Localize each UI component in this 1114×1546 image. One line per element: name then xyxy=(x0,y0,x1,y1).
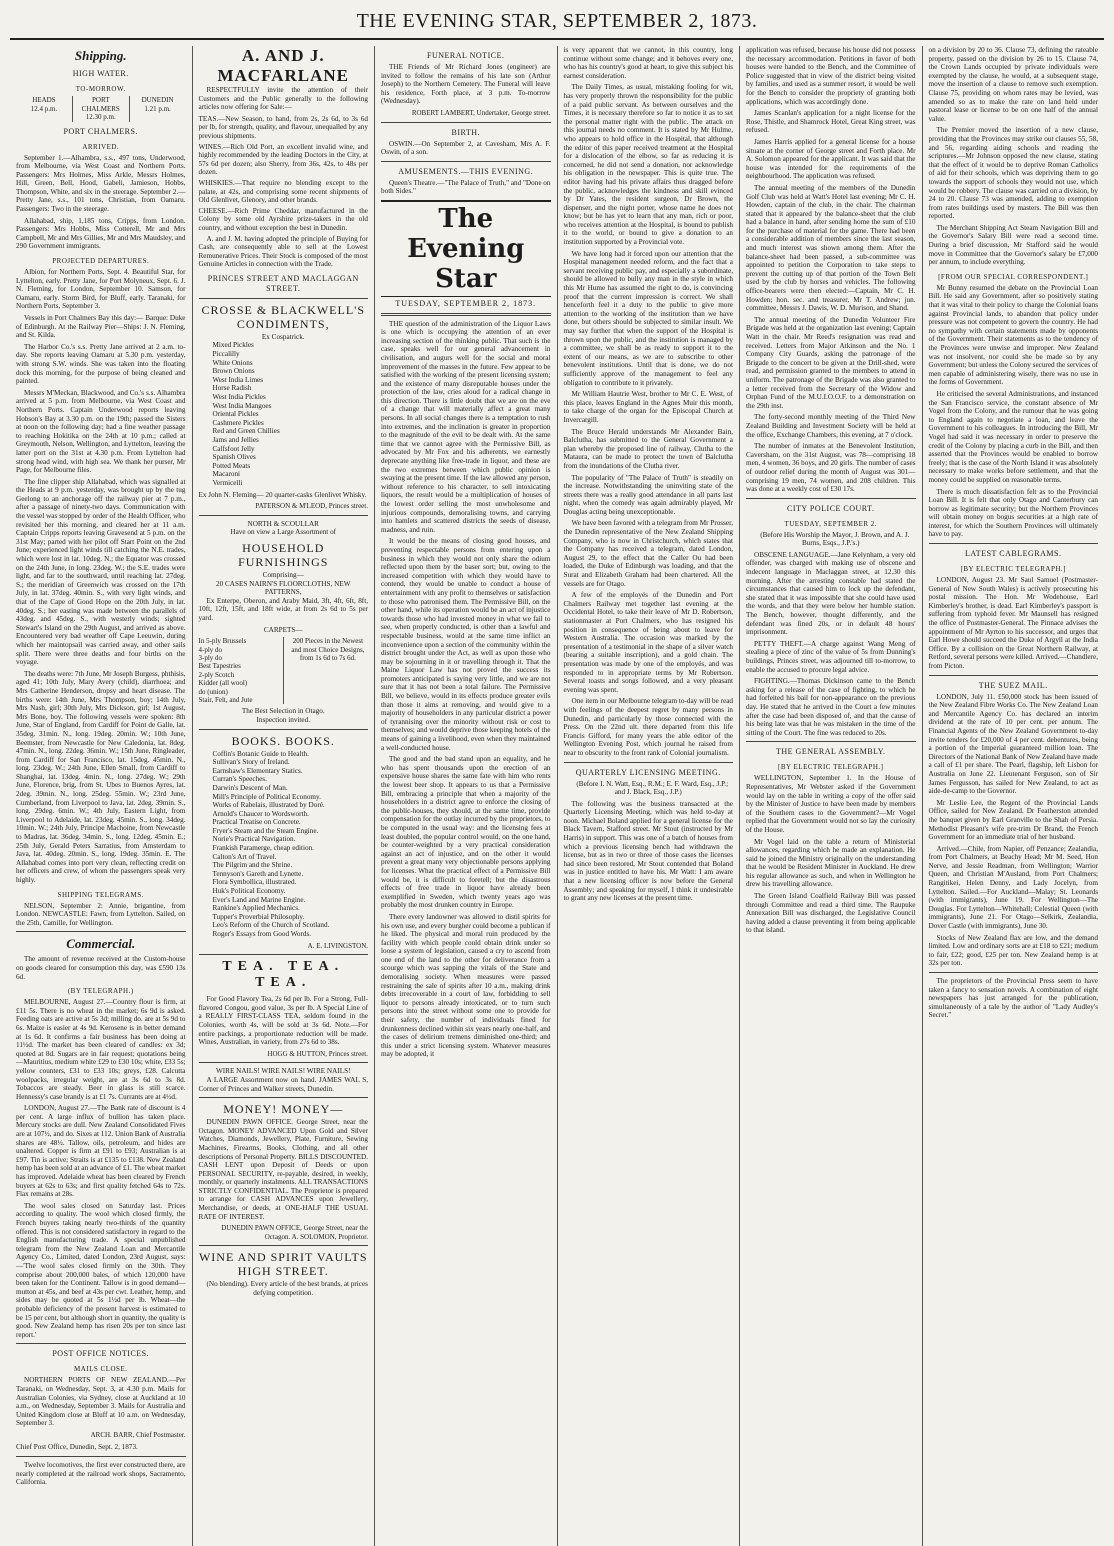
editorial-paragraph-4: There every landowner was allowed to distil spirits for his own use, and every burgher could become a publican if he liked. The physical and moral ruin produced by the facility with which people could obtain drink under so loose a system of legislation, caused a cry to ascend from one end of the land to the other for deliverance from a scourge which was sapping the vitals of the State and demoralising society. When measures were passed restraining the sale of spirits after 10 a.m., making drink debts irrecoverable in a court of law, forbidding to sell liquor to persons already intoxicated, or to turn such persons into the street without some one to provide for their safety, the number of individuals fined for drunkenness declined within six years nearly one-half, and the cases of delirium tremens diminished one-third; and this under a strict licensing system. Whatever measures may be adopted, it xyxy=(381,912,551,1059)
divider xyxy=(199,1062,369,1063)
london-text: LONDON, August 27.—The Bank rate of discount is 4 per cent. A large influx of bullion has taken place. Mercury stocks are dull. New Zealand Consolidated Fives are at 107½, and do. Sixes at 112. Union Bank of Australia shares are 48½. Tallow, oils, petroleum, and hides are unaltered. Copper is firm at £91 to £93; Australian is at £97. Tin is active; Straits is at £135 to £138. New Zealand hemp has been sold at an advance of £1. The wheat market has improved. Adelaide wheat has been cleared by French buyers at 62s to 63s; and first quality fetched 64s to 72s. Flax remains at 28s. xyxy=(16,1104,186,1199)
carpet-note: 200 Pieces in the Newest and most Choice Designs, from 1s 6d to 7s 6d. xyxy=(283,637,368,704)
news-paragraph-1: is very apparent that we cannot, in this country, long continue without some change; and it behoves every one, who has his country's good at heart, to give this subject his earnest consideration. xyxy=(563,46,733,80)
nairn-heading: 20 CASES NAIRN'S FLOORCLOTHS, NEW PATTERNS, xyxy=(216,579,351,597)
carpet-item: 2-ply Scotch xyxy=(198,670,235,679)
condiment-item: Calfsfoot Jelly xyxy=(212,444,255,453)
column-1 xyxy=(10,46,193,1546)
macfarlane-close: A. and J. M. having adopted the principle of Buying for Cash, are consequently able to sell at the Lowest Remunerative Prices. Their Stock is composed of the most Genuine Articles in connection with the Trade. xyxy=(198,234,368,269)
licensing-cont-2: James Scanlan's application for a night license for the Rose, Thistle, and Shamrock Hotel, Great King street, was refused. xyxy=(746,109,916,135)
high-water-heading: HIGH WATER. xyxy=(72,69,129,78)
assembly-paragraph-3: The Green Island Coalfield Railway Bill was passed through Committee and read a third time. The Raupuke Annexation Bill was discharged, the Legislative Council having added a clause preventing it from being applicable to that island. xyxy=(746,892,916,935)
editorial-paragraph-2: It would be the means of closing good houses, and preventing respectable persons from entering upon a business in which they would not only share the odium reflected upon them by the baser sort; but, owing to the increased competition with which they would have to contend, they would be unable to conduct a house of entertainment with any profit to themselves or satisfaction to those who patronised them. The Permissive Bill, on the other hand, while its operation would be an act of injustice towards those who had invested money in what we fail to see, when properly conducted, is other than a lawful and respectable business, would at the same time inflict an inconvenience upon a section of the community within the district brought under the Act, as well as upon those who may be sojourning in it or travelling through it. That the Maine Liquor Law has not proved the success its promoters anticipated is saying very little, and we are not sure that it has not been a total failure. The Permissive Bill, we believe, would in its effects produce greater evils than those it aims at removing, and would give to a majority of householders in any particular district a power of tyrannising over the minority without risk or cost to themselves; and would deprive those keeping hotels of the means of gaining a livelihood, even when they maintained a well-conducted house. xyxy=(381,537,551,752)
news-paragraph-7: We have been favored with a telegram from Mr Prosser, the Dunedin representative of the New Zealand Shipping Company, who is now in Christchurch, which states that the Company has received a telegram, dated London, August 29, to the effect that the Caller Ou had been loaded, the Duke of Edinburgh was loading, and that the Surat and Elizabeth Graham had been chartered. All the vessels are for Otago. xyxy=(563,519,733,588)
divider xyxy=(199,515,369,516)
macfarlane-heading: A. AND J. MACFARLANE xyxy=(217,46,349,85)
obscene-language-text: OBSCENE LANGUAGE.—Jane Kelynham, a very old offender, was charged with making use of obscene and indecent language in Maclaggan street, at 12.30 this morning. After the arresting constable had stated the circumstances that caused him to lock up the defendant, she stated that it was impossible that she could have used the words, and that they were below her humble station. The Bench, however, thought differently, and the defendant was fined 20s, or in default 48 hours' imprisonment. xyxy=(746,550,916,637)
crosse-blackwell-heading: CROSSE & BLACKWELL'S CONDIMENTS, xyxy=(201,302,365,331)
tide-port-chalmers xyxy=(72,96,129,122)
tide-time: 1.21 p.m. xyxy=(144,104,171,113)
news-paragraph-2: The Daily Times, as usual, mistaking fooling for wit, has very properly thrown the responsibility for the public of a paid public servant. As between ourselves and the Times, it is necessary therefore so far to notice it as to set the personal matter right with the public. The attack on this journal needs no comment. It is stated by Mr Hulme, who appears to hold office in the Hospital, that although the editor of this paper received treatment at the Hospital for a dislocation of the elbow, so far as reducing it is concerned, he did not send a donation, nor acknowledge his obligation in the newspaper. This is quite true. The editor having had his private affairs thus dragged before the public, acknowledges the kindness and skill evinced by Dr Yates, the resident surgeon, Dr Brown, the dispenser, and the night porter, whose name he does not know; but he has yet to learn that any man, rich or poor, who receives attention at the Hospital, is bound to publish it to the world, or bound to give a donation to an institution supported by a Provincial vote. xyxy=(563,83,733,247)
assembly-paragraph-2: Mr Vogel laid on the table a return of Ministerial allowances, regarding which he made an explanation. He said he joined the Ministry originally on the understanding that he would be Resident Minister in Auckland. He drew his regular allowance as such, and when in Wellington he drew his travelling allowance. xyxy=(746,837,916,889)
loan-debate-3: There is much dissatisfaction felt as to the Provincial Loan Bill. It is felt that only Otago and Canterbury can borrow as legitimate security; but the Northern Provinces will obtain money on bogus securities at a high rate of interest, for which the Southern Provinces will ultimately have to pay. xyxy=(928,487,1098,539)
shipping-telegrams-heading: SHIPPING TELEGRAMS. xyxy=(57,890,144,899)
locomotives-text: Twelve locomotives, the first ever constructed there, are nearly completed at the railroad work shops, Sacramento, California. xyxy=(16,1461,186,1487)
loan-debate-2: He criticised the several Administrations, and instanced the San Francisco service, the constant absence of Mr Vogel from the Colony, and the rumour that he was going to England again to negotiate a loan, and leave the Government to his colleagues. In introducing the Bill, Mr Vogel had said it was necessary in order to preserve the credit of the Colony by placing a curb in the Bill, and then asserted that the Provinces would be enabled to borrow freely; that is the case of the North Island it was absolutely necessary to make works before settlement, and that the money could be supplied on reasonable terms. xyxy=(928,389,1098,484)
news-paragraph-3: We have long had it forced upon our attention that the Hospital management needed reform, and the fact that a servant receiving public pay, and especially a subordinate, should be allowed to bully any man in the style in which this Mr Hume has assumed the right to do, is convincing proof that the current impression is correct. We shall henceforth feel it a duty to the public to give more attention to the working of the institution than we have done, but others should be subjected to similar insult. We may say further that when the support of the Hospital is thrown upon the public, and the institution is managed by a committee, we shall be as ready to support it to the extent of our means, as we are to subscribe to other benevolent institutions. Until that is done, we do not sufficiently approve of the management to feel any obligation to contribute to it privately. xyxy=(563,249,733,387)
divider xyxy=(199,954,369,955)
book-item: Roger's Essays from Good Words. xyxy=(212,930,312,938)
book-item: Tennyson's Gareth and Lynette. xyxy=(212,869,304,878)
book-item: Fryer's Steam and the Steam Engine. xyxy=(212,826,319,835)
comprising-label: Comprising— xyxy=(262,570,304,579)
divider xyxy=(381,161,551,162)
customs-text: The amount of revenue received at the Custom-house on goods cleared for consumption this day, was £590 13s 6d. xyxy=(16,955,186,981)
licensing-text: The following was the business transacted at the Quarterly Licensing Meeting, which was held to-day at noon. Michael Boland applied for a general license for the Black Tavern, Stafford street. Mr Stout (instructed by Mr Harris) in support. This was one of a batch of houses from which a previous licensing bench had withdrawn the license, but as in two or three of those cases the licenses had since been restored, Mr Stout contended that Boland was in justice entitled to have his. Mr Watt: I am aware that a new licensing officer is now before the General Assembly; and speaking for myself, I think it undesirable to grant any new licenses at the present time. xyxy=(563,799,733,903)
book-item: Mill's Principle of Political Economy. xyxy=(212,792,321,801)
north-scoullar-sub: Have on view a Large Assortment of xyxy=(230,528,337,537)
book-item: Norie's Practical Navigation. xyxy=(212,835,296,844)
crosse-blackwell-sub: Ex Cospatrick. xyxy=(261,332,305,341)
editorial-dateline: TUESDAY, SEPTEMBER 2, 1873. xyxy=(395,298,537,308)
alhambra-text: Messrs M'Meckan, Blackwood, and Co.'s s.s. Alhambra arrived at 5 p.m. from Melbourne, via West Coast and Northern Ports. Captain Underwood reports leaving Hobson's Bay at 3.30 p.m. on the 19th; passed the Sisters at noon on the following day; had a fine weather passage to reaching Hokitika on the 24th at 10 p.m.; called at Greymouth, Nelson, Wellington, and Lyttelton, leaving the latter port on the 31st at 4.30 p.m. From Lyttelton had strong head wind, with high sea. We thank her purser, Mr Page, for Melbourne files. xyxy=(16,388,186,475)
divider xyxy=(16,931,186,932)
building-society-text: The forty-second monthly meeting of the Third New Zealand Building and Investment Society will be held at the office, Exchange Chambers, this evening, at 7 o'clock. xyxy=(746,413,916,439)
money-heading: MONEY! MONEY— xyxy=(223,1102,344,1117)
suez-mail-3: Arrived.—Chile, from Napier, off Penzance; Zealandia, from Port Chalmers, at Beachy Head; Mr M. Seed, Hon Nerve, and Jessie Readman, from Wellington; Warrior Queen, and Christian M'Ausland, from Port Chalmers; Rangitikei, Helen Denny, and Lady Jocelyn, from Lyttelton. Sailed.—For Auckland—Malay; St. Leonards (with immigrants), June 19. For Wellington—The Douglas. For Lyttelton—Whitehall; Celestial Queen (with immigrants), June 21. For Otago—Selkirk, Zealandia, Dover Castle (with immigrants), June 30. xyxy=(928,844,1098,931)
ad-item-whiskies: WHISKIES.—That require no blending except to the palate, at 42s, and comprising some recent shipments of Old Glenlivet, Glenory, and other brands. xyxy=(198,178,368,205)
book-item: Frankish Paramerge, cheap edition. xyxy=(212,844,314,853)
book-item: Rankine's Applied Mechanics. xyxy=(212,904,300,913)
cablegrams-heading: LATEST CABLEGRAMS. xyxy=(965,549,1062,559)
petty-theft-text: PETTY THEFT.—A charge against Wang Meng of stealing a piece of zinc of the value of 5s from Dunning's buildings, Princes street, was adjourned till to-morrow, to enable the accused to procure legal advice. xyxy=(746,639,916,674)
birth-text: OSWIN.—On September 2, at Cavesham, Mrs A. F. Oswin, of a son. xyxy=(381,139,551,157)
news-paragraph-9: One item in our Melbourne telegram to-day will be read with feelings of the deepest regret by many persons in Dunedin, and particularly by those connected with the Press. On the 22nd ult. there departed from this life Francis Gifford, for many years the able editor of the Wellington Evening Post, which journal he raised from near to obscurity to the front rank of Colonial journalism. xyxy=(563,697,733,757)
by-telegraph: (BY TELEGRAPH.) xyxy=(67,987,134,996)
editorial-paragraph-1: THE question of the administration of the Liquor Laws is one which is occupying the attention of an ever increasing section of the thinking public. That such is the case, speaks well for our general advancement in civilisation, and augurs well for the social and moral improvement of the masses in the future. Few appear to be satisfied with the working of the present licensing system; and the existence of many disreputable houses under the protection of the law, cries aloud for a radical change in this direction. There is little doubt that we are on the eve of a change that will materially affect a great many persons. In all social changes there is a temptation to rush into extremes, and the inclination is greater in proportion to the magnitude of the evil to be dealt with. At the same time that we cannot agree with the Permissive Bill, as advocated by Mr Fox and his adherents, we earnestly deprecate anything like free-trade in liquor, and these are the two extremes between which public opinion is swaying at the present time. If the law allowed any person, without reference to his character, to sell intoxicating liquors, the result would be a multiplication of houses of the lowest order selling the most unwholesome and injurious compounds, demoralising towns, and carrying into hamlets and scattered districts the seeds of disease, madness, and ruin. xyxy=(381,319,551,534)
funeral-text: THE Friends of Mr Richard Jones (engineer) are invited to follow the remains of his late son (Arthur Joseph) to the Northern Cemetery. The Funeral will leave his residence, Forth place, at 3 p.m. To-morrow (Wednesday). xyxy=(381,63,551,106)
ad-item-cheese: CHEESE.—Rich Prime Cheddar, manufactured in the Colony by some old Ayrshire prize-takers in the old country, and without exception the best in Dunedin. xyxy=(198,206,368,232)
arrived-text: September 1.—Alhambra, s.s., 497 tons, Underwood, from Melbourne, via West Coast and Northern Ports. Passengers: Mrs Holmes, Miss Arkle, Messrs Holmes, Hill, Green, Bell, Hood, Gabeli, Jamieson, Hobbs, Thompson, White, and six in the steerage. September 2.—Pretty Jane, s.s., 101 tons, Christian, from Oamaru. Passengers: Two in the steerage. xyxy=(16,153,186,214)
shipping-title: Shipping. xyxy=(74,48,127,63)
column-3 xyxy=(375,46,558,1546)
condiment-item: West India Mangoes xyxy=(212,401,272,410)
wine-vaults-text: (No blending). Every article of the best brands, at prices defying competition. xyxy=(206,1280,368,1298)
divider xyxy=(746,498,916,499)
column-5 xyxy=(740,46,923,1546)
arrived-heading: ARRIVED. xyxy=(82,142,120,151)
assembly-sub: [BY ELECTRIC TELEGRAPH.] xyxy=(777,763,884,772)
columns xyxy=(10,46,1104,1546)
licensing-bench: (Before I. N. Watt, Esq., R.M.; E. F. Ward, Esq., J.P.; and J. Black, Esq., J.P.) xyxy=(576,779,729,797)
deaths-text: The deaths were: 7th June, Mr Joseph Burgess, phthisis, aged 41; 10th July, Mary Avery (child), diarrhoea; and Mrs Catherine Henderson, dropsy and heart disease. The births were: 14th June, Mrs Thompson, boy; 14th July, Mrs Nash, girl; 30th July, Mrs Dickson, girl; 1st August, Mrs Bone, boy. The following vessels were spoken: 8th June, Star of England, from Cardiff for Point de Galle, lat. 35deg. 31min. N., long. 19deg. 20min. W.; 10th June, Beemster, from Newcastle for New Caledonia, lat. 8deg. 47min. N., long. 22deg. 36min. W.; 15th June, Ringleader, from Cardiff for San Francisco, lat. 15deg. 45min. N., long. 23deg. W.; 24th June, Ellen Small, from Cardiff to Shanghai, lat. 13deg. 4min. N., long. 27deg. W.; 29th June, Florence, brig, from St. Ubes to Buenos Ayres, lat. 2deg. 39min. N., long. 25deg. 55min. W.; 23rd June, Cumberland, from Liverpool to Java, lat. 2deg. 39min. S., long. 29deg. 6min. W.; 4th July, Eastern Light, from Liverpool to Adelaide, lat. 23deg. 45min. S., long. 34deg. 10min. W.; 24th July, Principe Machoine, from Newcastle to Madras, lat. 36deg. 34min. S., long. 12deg. 45min. E.; 25th July, Gerald Peters Sarratius, from Amsterdam to Java, lat. 40deg. 20min. S., long. 19deg. 35min. E. The Allahabad comes into port very clean, reflecting credit on her officers and crew, of whom the passengers speak very highly. xyxy=(16,669,186,884)
licensing-cont-3: James Harris applied for a general license for a house situate at the corner of George street and Forth place. Mr A. Solomon appeared for the applicant. It was said that the house was intended for the requirements of the neighbourhood. The application was refused. xyxy=(746,137,916,181)
ad-item-teas: TEAS.—New Season, to hand, from 2s, 2s 6d, to 3s 6d per lb, for strength, quality, and flavour, unequalled by any previous shipments. xyxy=(198,114,368,140)
carpets-table xyxy=(199,637,369,704)
livingston-signature: A. E. LIVINGSTON. xyxy=(307,941,368,950)
divider xyxy=(16,1343,186,1344)
condiment-item: Vermicelli xyxy=(212,478,243,487)
carpet-item: 3-ply do xyxy=(198,653,223,662)
arrived-text-2: Allahabad, ship, 1,185 tons, Cripps, from London. Passengers: Mrs Hobbs, Miss Cotterell, Mr and Mrs Campbell, Mr and Mrs Gillies, Mr and Mrs Maudsley, and 290 Government immigrants. xyxy=(16,216,186,251)
carpet-item: 4-ply do xyxy=(198,645,223,654)
commercial-title: Commercial. xyxy=(66,936,136,952)
vessels-text: Vessels in Port Chalmers Bay this day:— Barque: Duke of Edinburgh. At the Railway Pier—Ships: J. N. Fleming, and St. Kilda. xyxy=(16,314,186,340)
funeral-heading: FUNERAL NOTICE. xyxy=(427,51,505,60)
assembly-cont-1: on a division by 20 to 36. Clause 73, defining the rateable property, passed on the division by 26 to 15. Clause 74, the Crown Lands occupied by private individuals were exempted by the clause, he would, at a subsequent stage, move the insertion of a clause to remove such exemption. Clause 75, providing on whom rates may be levied, was amended so as to make the rate on land held under pastoral lease or license to be on one half of the annual value. xyxy=(928,46,1098,123)
tide-time: 12.4 p.m. xyxy=(30,104,58,113)
condiment-item: Brown Onions xyxy=(212,367,255,376)
news-paragraph-6: The popularity of "The Palace of Truth" is steadily on the increase. Notwithstanding the uninviting state of the streets there was a really good attendance in all parts last night, when the comedy was again admirably played, Mr Douglas acting being unexceptionable. xyxy=(563,473,733,516)
condiment-item: White Onions xyxy=(212,358,253,367)
correspondent-heading: [FROM OUR SPECIAL CORRESPONDENT.] xyxy=(938,272,1089,281)
book-item: Flora Symbollica, illustrated. xyxy=(212,878,297,887)
condiment-item: Cashmere Pickles xyxy=(212,418,264,427)
tide-time: 12.30 p.m. xyxy=(85,113,116,121)
postmaster-signature: ARCH. BARR, Chief Postmaster. xyxy=(90,1430,186,1439)
book-item: Curran's Speeches. xyxy=(212,775,267,784)
condiment-item: Oriental Pickles xyxy=(212,410,259,419)
condiment-item: Jams and Jellies xyxy=(212,436,259,444)
paterson-signature: PATERSON & M'LEOD, Princes street. xyxy=(255,502,368,511)
north-scoullar-heading: NORTH & SCOULLAR xyxy=(247,519,319,528)
mails-close-heading: MAILS CLOSE. xyxy=(74,1365,128,1374)
suez-mail-4: Stocks of New Zealand flax are low, and the demand limited. Low and ordinary sorts are at £18 to £21; medium to fair, £22; good, £25 per ton. New Zealand hemp is at 32s per ton. xyxy=(928,933,1098,968)
books-heading: BOOKS. BOOKS. xyxy=(231,733,335,748)
condiment-item: Mixed Pickles xyxy=(212,341,254,350)
projected-heading: PROJECTED DEPARTURES. xyxy=(52,257,150,266)
column-6 xyxy=(923,46,1105,1546)
post-footer: Chief Post Office, Dunedin, Sept. 2, 1873. xyxy=(16,1443,138,1452)
condiment-item: Spanish Olives xyxy=(212,453,256,462)
tide-place: HEADS xyxy=(32,96,56,104)
police-court-bench: (Before His Worship the Mayor, J. Brown, and A. J. Burns, Esqs., J.P.'s.) xyxy=(760,530,910,548)
condiment-item: Red and Green Chillies xyxy=(212,427,280,436)
cablegram-1: LONDON, August 23. Mr Saul Samuel (Postmaster-General of New South Wales) is actively prosecuting his postal mission. The Hon. Mr Wodehouse, Earl Kimberley's brother, is dead. Earl Kimberley's passport is suffering from typhoid fever. Mr Maunsell has resigned the office of Postmaster-General. The Pinnace advises the appointment of Mr Ayrton to his successor, and urges that Earl Howe should succeed the Duke of Argyll at the India Office. By a collision on the Great Northern Railway, at Retford, several persons were killed. Arrived.—Chandlere, from Picton. xyxy=(928,576,1098,670)
book-item: Leo's Reform of the Church of Scotland. xyxy=(212,921,330,930)
news-paragraph-5: The Bruce Herald understands Mr Alexander Bain, Balclutha, has submitted to the General Government a plan whereby the proposed line of railway, Clutha to the Mataura, can be made to protect the town of Balclutha from the inundations of the Clutha river. xyxy=(563,427,733,470)
news-paragraph-8: A few of the employés of the Dunedin and Port Chalmers Railway met together last evening at the Occidental Hotel, to take their leave of Mr D. Robertson, stationmaster at Port Chalmers, who has resigned his position in consequence of being about to leave for Western Australia. The occasion was marked by the presentation of a testimonial in the shape of a silver watch (bearing a suitable inscription), and a gold chain. The presentation was made by one of the employés, and was responded to in appropriate terms by Mr Robertson. Several toasts and songs followed, and a very pleasant evening was spent. xyxy=(563,591,733,694)
wire-nails-heading: WIRE NAILS! WIRE NAILS! WIRE NAILS! xyxy=(216,1067,351,1076)
book-item: Sullivan's Story of Ireland. xyxy=(212,758,290,767)
sensation-novels-text: The proprietors of the Provincial Press seem to have taken a fancy to sensation novels. A combination of eight newspapers has just arranged for the publication, simultaneously of a tale by the author of "Lady Audley's Secret." xyxy=(928,977,1098,1020)
condiment-item: Piccalilly xyxy=(212,350,240,359)
masthead: THE EVENING STAR, SEPTEMBER 2, 1873. xyxy=(10,8,1104,40)
tide-table xyxy=(16,96,186,122)
pawn-signature: DUNEDIN PAWN OFFICE, George Street, near the Octagon. A. SOLOMON, Proprietor. xyxy=(221,1224,368,1241)
divider xyxy=(381,122,551,123)
book-item: Darwin's Descent of Man. xyxy=(212,783,288,792)
cablegrams-sub: [BY ELECTRIC TELEGRAPH.] xyxy=(960,565,1067,574)
wool-text: The wool sales closed on Saturday last. Prices according to quality. The wool which closed firmly, the French buyers taking nearly two-thirds of the quantity offered. This is not considered satisfactory in regard to the English manufacturing trade. A special unpublished telegram from the New Zealand Loan and Mercantile Agency Co., Limited, dated London, 23rd August, says:—'The wool sales closed firmly on the 30th. They comprise about 200,000 bales, of which 120,000 have been taken for the Continent. Tallow is in good demand—mutton at 45s, and beef at 43s per cwt. Leather, hemp, and sides may be quoted at 5s 1½d per lb. Wheat—the probable deficiency of the present harvest is estimated to be 15 per cent, but although short in quantity, the quality is good. New Zealand hemp has risen 20s per ton since last report.' xyxy=(16,1201,186,1339)
police-court-heading: CITY POLICE COURT. xyxy=(787,503,875,513)
melbourne-text: MELBOURNE, August 27.—Country flour is firm, at £11 5s. There is no wheat in the market; 6s 9d is asked. Feeding oats are active at 5s 3d; milling do. are at 5s 9d to 6s. Maize is easier at 4s 9d. Kerosene is in better demand at 1s 6d. It confirms a fair business has been doing at 11½d. The market has been cleared of candles: ex 3d; quoted at 8d. Sugars are in fair request; quotations being—Mauritius, medium white £29 to £30 10s; white, £33 5s; yellow counters, £31 to £33 10s; greys, £28. Calcutta woolpacks, irregular weight, are at 3s 6d to 3s 8d. Tobaccos are steady. Beer in glass is still scarce. Hennessy's case brandy is at £1 7s. Currants are at 4½d. xyxy=(16,998,186,1101)
carpets-heading: CARPETS— xyxy=(263,625,303,634)
condiment-item: Macaroni xyxy=(212,470,241,479)
tide-dunedin xyxy=(129,96,186,122)
fire-brigade-text: The annual meeting of the Dunedin Volunteer Fire Brigade was held at the organization last evening; Captain Watt in the chair. Mr Reed's resignation was read and received. Letters from Major Atkinson and the No. 1 Company City Guards, asking the patronage of the Brigade to the concert to be given at the Drill-shed, were read, and permission granted to the members to attend in uniform. The patronage of the Brigade was also granted to a letter received from the Secretary of the Widow and Orphan Fund of the M.U.I.O.O.F. to a demonstration on the 29th inst. xyxy=(746,315,916,410)
condiment-item: Horse Radish xyxy=(212,384,252,393)
tomorrow-label: TO-MORROW. xyxy=(75,85,126,93)
wire-nails-text: A LARGE Assortment now on hand. JAMES WAL S, Corner of Princes and Walker streets, Dunedin. xyxy=(198,1075,368,1093)
book-item: Tupper's Proverbial Philosophy. xyxy=(212,912,305,921)
carpet-item: Stair, Felt, and Jute xyxy=(198,695,253,704)
book-item: The Pilgrim and the Shrine. xyxy=(212,861,293,870)
divider xyxy=(381,313,551,316)
amusements-text: Queen's Theatre.—"The Palace of Truth," and "Done on both Sides." xyxy=(381,178,551,196)
assembly-cont-2: The Premier moved the insertion of a new clause, providing that the Provinces may strike out clauses 55, 58, and 56, regarding aiding schools and reading the scriptures.—Mr Johnson opposed the new clause, stating that the effect of it would be to deprive Roman Catholics of aid for their schools, which was depriving them to go towards the support of schools they would not use, which would be robbery. The clause was carried on a division, by 24 to 20. Clause 73 was amended, adding to exemption from rates buildings used by masters. The Bill was then reported. xyxy=(928,126,1098,221)
book-item: Huk's Political Economy. xyxy=(212,887,286,896)
wine-vaults-heading: WINE AND SPIRIT VAULTS HIGH STREET. xyxy=(198,1250,368,1279)
golf-club-text: The annual meeting of the members of the Dunedin Golf Club was held at Watt's Hotel last evening; Mr C. H. Howden, captain of the club, in the chair. The chairman stated that it appeared by the balance-sheet that the club had a balance in hand, after sending home the sum of £10 for the purchase of material for the game. There had been a considerable addition of members since the last season, and much interest was shown among them. After the balance-sheet had been passed, a sub-committee was appointed to petition the Corporation to take steps to prevent the cutting up of that portion of the Town Belt used by the club by horses and vehicles. The following office-bearers were then elected:—Captain, Mr C. H. Howden; hon. sec. and treasurer, Mr T. Andrew; jun. committee, Messrs J. Dawis, W. D. Murison, and Shand. xyxy=(746,183,916,313)
tide-place: DUNEDIN xyxy=(141,96,174,104)
ad-item-wines: WINES.—Rich Old Port, an excellent invalid wine, and highly recommended by the leading Doctors in the City, at 57s 6d per dozen; also Sherry, from 36s, 42s, to 48s per dozen. xyxy=(198,142,368,177)
assembly-heading: THE GENERAL ASSEMBLY. xyxy=(776,747,886,757)
divider xyxy=(199,729,369,730)
book-item: Arnold's Chaucer to Wordsworth. xyxy=(212,809,309,818)
book-item: Earnshaw's Elementary Statics. xyxy=(212,766,303,775)
birth-heading: BIRTH. xyxy=(451,127,481,137)
news-paragraph-4: Mr William Hautrie West, brother to Mr C. E. West, of this place, leaves England in the Agnes Muir this month, to take charge of the organ for the Episcopal Church at Invercargill. xyxy=(563,390,733,424)
divider xyxy=(929,972,1099,973)
book-item: Calton's Art of Travel. xyxy=(212,852,277,861)
book-item: Works of Rabelais, illustrated by Doré. xyxy=(212,801,325,810)
suez-mail-1: LONDON, July 11. £50,000 stock has been issued of the New Zealand Fibre Works Co. The New Zealand Loan and Mercantile Agency Co. has declared an interim dividend at the rate of 10 per cent. per annum. The Financial Agents of the New Zealand Government to-day invite tenders for £20,000 of 4 per cent. debentures, being a portion of the Imperial guaranteed million loan. The Directors of the National Bank of New Zealand have made a call of £1 per share. The Pearl, flagship, left Lisbon for Australia on June 22. Lieutenant Ferguson, son of Sir James Fergusson, has sailed for New Zealand, to act as aide-de-camp to the Governor. xyxy=(928,692,1098,796)
condiment-item: Potted Meats xyxy=(212,461,251,470)
book-item: Ever's Land and Marine Engine. xyxy=(212,895,306,904)
carpet-item: do (union) xyxy=(198,687,228,696)
hogg-signature: HOGG & HUTTON, Princes street. xyxy=(267,1049,368,1058)
carpet-item: Best Tapestries xyxy=(198,662,241,671)
police-court-date: TUESDAY, SEPTEMBER 2. xyxy=(784,519,878,528)
benevolent-text: The number of inmates at the Benevolent Institution, Caversham, on the 31st August, was 78—comprising 18 men, 4 women, 36 boys, and 20 girls. The number of cases of outdoor relief during the month of August was 301—comprising 19 men, 74 women, and 208 children. This was done at a weekly cost of £30 17s. xyxy=(746,442,916,494)
licensing-cont-1: application was refused, because his house did not possess the necessary accommodation. Petitions in favor of both houses were handed to the Bench, and the Committee of Police suggested that in view of the district being visited by families, and used as a summer resort, it would be well for the Bench to consider the propriety of granting both applications, which was accordingly done. xyxy=(746,46,916,106)
port-chalmers-heading: PORT CHALMERS. xyxy=(63,126,138,136)
best-selection: The Best Selection in Otago. xyxy=(241,707,325,716)
projected-text: Albion, for Northern Ports, Sept. 4. Beautiful Star, for Lyttelton, early. Pretty Jane, for Port Molyneux, Sept. 6. J. N. Fleming, for London, September 10. Samson, for Oamaru, early. Storm Bird, for Bluff, early. Taranaki, for Northern Ports, September 3. xyxy=(16,268,186,311)
divider xyxy=(929,543,1099,544)
tea-heading: TEA. TEA. TEA. xyxy=(222,959,345,991)
condiments-list xyxy=(213,341,369,487)
carpet-item: In 5-ply Brussels xyxy=(198,637,247,646)
fighting-text: FIGHTING.—Thomas Dickinson came to the Bench asking for a release of the case of fighting, to which he had forfeited his bail for non-appearance on the previous day. He stated that he arrived in the Court a few minutes after the case had been disposed of, and that the cause of his being late was that he was mistaken in the time of the sitting of the Court. The fine was reduced to 20s. xyxy=(746,677,916,737)
post-office-heading: POST OFFICE NOTICES. xyxy=(52,1349,150,1359)
princes-street-heading: PRINCES STREET AND MACLAGGAN STREET. xyxy=(207,273,359,293)
divider xyxy=(199,298,369,299)
carpet-types xyxy=(199,637,279,704)
divider xyxy=(199,1097,369,1098)
amusements-heading: AMUSEMENTS.—THIS EVENING. xyxy=(398,166,534,176)
inspection-invited: Inspection invited. xyxy=(256,715,310,724)
column-2 xyxy=(193,46,376,1546)
book-item: Practical Treatise on Concrete. xyxy=(212,818,301,827)
book-item: Coffin's Botanic Guide to Health. xyxy=(212,749,309,758)
divider xyxy=(929,675,1099,676)
suez-mail-2: Mr Leslie Lee, the Regent of the Provincial Lands Office, sailed for New Zealand. Dr Featherston attended the banquet given by Earl Granville to the Shah of Persia. Methodist Pleasant's wife pre-trim Dr Brand, the French Government for an immediate trial of her husband. xyxy=(928,798,1098,842)
loan-debate-1: Mr Bunny resumed the debate on the Provincial Loan Bill. He said any Government, after so positively stating that it was vital to their policy to charge the Colonial loans against Provincial lands, to abandon that policy under pressure was not competent to govern the country. He had no sympathy with certain statements made by opponents of the Government. Their statements as to the tendency of the Provinces were unwise and improper. New Zealand was not insolvent, nor could she be made so by any Government; but unless the Colony secured the services of men capable of administering wisely, there was no use in the forms of Government. xyxy=(928,283,1098,387)
macfarlane-intro: RESPECTFULLY invite the attention of their Customers and the Public generally to the following articles now offering for Sale:— xyxy=(198,86,368,112)
nairn-text: Ex Enterpe, Oberon, and Araby Maid, 3ft, 4ft, 6ft, 8ft, 10ft, 12ft, 15ft, and 18ft wide, at from 2s 6d to 5s per yard. xyxy=(198,596,368,622)
divider xyxy=(16,1456,186,1457)
mails-text: NORTHERN PORTS OF NEW ZEALAND.—Per Taranaki, on Wednesday, Sept. 3, at 4.30 p.m. Mails for Australian Colonies, via Sydney, close at Auckland at 10 a.m., on Wednesday, September 3. Mails for Australia and United Kingdom close at Bluff at 10 a.m. on Wednesday, September 3. xyxy=(16,1376,186,1428)
assembly-cont-3: The Merchant Shipping Act Steam Navigation Bill and the Governor's Salary Bill were read a second time. During a brief discussion, Mr Stafford said he would move in Committee that the Governor's salary be £7,000 per annum, to include everything. xyxy=(928,223,1098,267)
tide-place: PORT CHALMERS xyxy=(81,96,120,113)
books-list xyxy=(213,750,369,939)
telegram-text: NELSON, September 2: Annie, brigantine, from London. NEWCASTLE: Fawn, from Lyttelton. Sailed, on the 25th, Camille, for Wellington. xyxy=(16,901,186,927)
tide-heads xyxy=(16,96,72,122)
tea-text: For Good Flavory Tea, 2s 6d per lb. For a Strong, Full-flavored Congou, good value, 3s per lb. A Special Line of a REALLY FIRST-CLASS TEA, seldom found in the Colonies, worth 4s, will be sold at 3s 6d. Note.—For entire packings, a proportionate reduction will be made. Wines, Australian, in variety, from 27s 6d to 38s. xyxy=(198,995,368,1047)
allahabad-text: The fine clipper ship Allahabad, which was signalled at the Heads at 9 p.m. yesterday, was brought up by the tug Geelong to an anchorage off the railway pier at 7 p.m., after a passage of ninety-two days. Communication with the vessel was stopped by order of the Health Officer, who revisited her this morning, and cleared her at 11 a.m. Captain Cripps reports leaving Gravesend at 5 p.m. on the 31st May; parted with her pilot off Start Point on the 2nd June; experienced light winds till catching the N.E. trades, which were lost in lat. 10deg. N.; the Equator was crossed on the 24th June, in long. 23deg. W.; the S.E. trades were light, and far to the southward, until reaching lat. 27deg. S.; the meridian of Greenwich was crossed on the 17th July, in lat. 37deg. 40min. S., with very light winds, and that of the Cape of Good Hope on the 20th July, in lat. 40deg. S.; her easting was made between the parallels of 43deg. and 45deg. S., with westerly winds; sighted Stewart's Island on the 29th August, and arrived as above. Encountered very bad weather off Cape Leeuwin, during which her maintopsail was carried away, and other sails split. There were three deaths and four births on the voyage. xyxy=(16,477,186,667)
fleming-note: Ex John N. Fleming— 20 quarter-casks Glenlivet Whisky. xyxy=(198,490,367,499)
licensing-heading: QUARTERLY LICENSING MEETING. xyxy=(575,767,721,777)
harbour-text: The Harbor Co.'s s.s. Pretty Jane arrived at 2 a.m. to-day. She reports leaving Oamaru at 5.30 p.m. yesterday, with strong S.W. winds. She was taken into the floating dock this morning, for the purpose of being cleaned and painted. xyxy=(16,342,186,386)
suez-mail-heading: THE SUEZ MAIL. xyxy=(978,680,1048,690)
evening-star-banner: The Evening Star xyxy=(381,200,551,297)
pawn-text: DUNEDIN PAWN OFFICE. George Street, near the Octagon. MONEY ADVANCED Upon Gold and Silver Watches, Diamonds, Jewellery, Plate, Furniture, Sewing Machines, Firearms, Books, Clothing, and all other descriptions of Personal Property. BILLS DISCOUNTED. CASH LENT upon Deposit of Deeds or upon PERSONAL SECURITY, re-payable, desired, in weekly, monthly, or quarterly instalments. ALL TRANSACTIONS STRICTLY CONFIDENTIAL. The Proprietor is prepared to arrange for CASH ADVANCES upon Jewellery, Merchandise, or deeds, at ONE-HALF THE USUAL RATE OF INTEREST. xyxy=(198,1118,368,1221)
carpet-item: Kidder (all wool) xyxy=(198,679,248,688)
divider xyxy=(564,762,734,763)
editorial-paragraph-3: The good and the bad stand upon an equality, and he who has spent thousands upon the erection of an expensive house shares the same fate with him who rents the lowest beer shop. It appears to us that a Permissive Bill, embracing a principle that when a majority of the householders in a district agree to enforce the closing of the public-houses, they should, at the same time, provide compensation for the outlay incurred by the proprietors, to be computed in the usual way: and the licensing fees at least doubled, the popular control would, on the one hand, be counter-weighted by a very practical consideration against an act of injustice, and on the other it would prevent a great many very objectionable persons applying for licenses. What the practical effect of a Permissive Bill would be, it is difficult to foretell; but the disastrous effects of free trade in liquor have already been exemplified in Sweden, which twenty years ago was probably the most drunken country in Europe. xyxy=(381,755,551,910)
condiment-item: West India Limes xyxy=(212,375,264,384)
undertaker-signature: ROBERT LAMBERT, Undertaker, George street. xyxy=(411,108,551,117)
condiment-item: West India Pickles xyxy=(212,393,266,402)
divider xyxy=(199,1245,369,1246)
column-4 xyxy=(558,46,741,1546)
divider xyxy=(746,741,916,742)
household-heading: HOUSEHOLD FURNISHINGS xyxy=(238,540,329,569)
assembly-paragraph-1: WELLINGTON, September 1. In the House of Representatives, Mr Webster asked if the Government would lay on the table in writing a copy of the offer said by the Minister of Justice to have been made by members of the Southern cases to the Government?—Mr Vogel replied that the Government would not so lay the curiosity of the House. xyxy=(746,774,916,834)
